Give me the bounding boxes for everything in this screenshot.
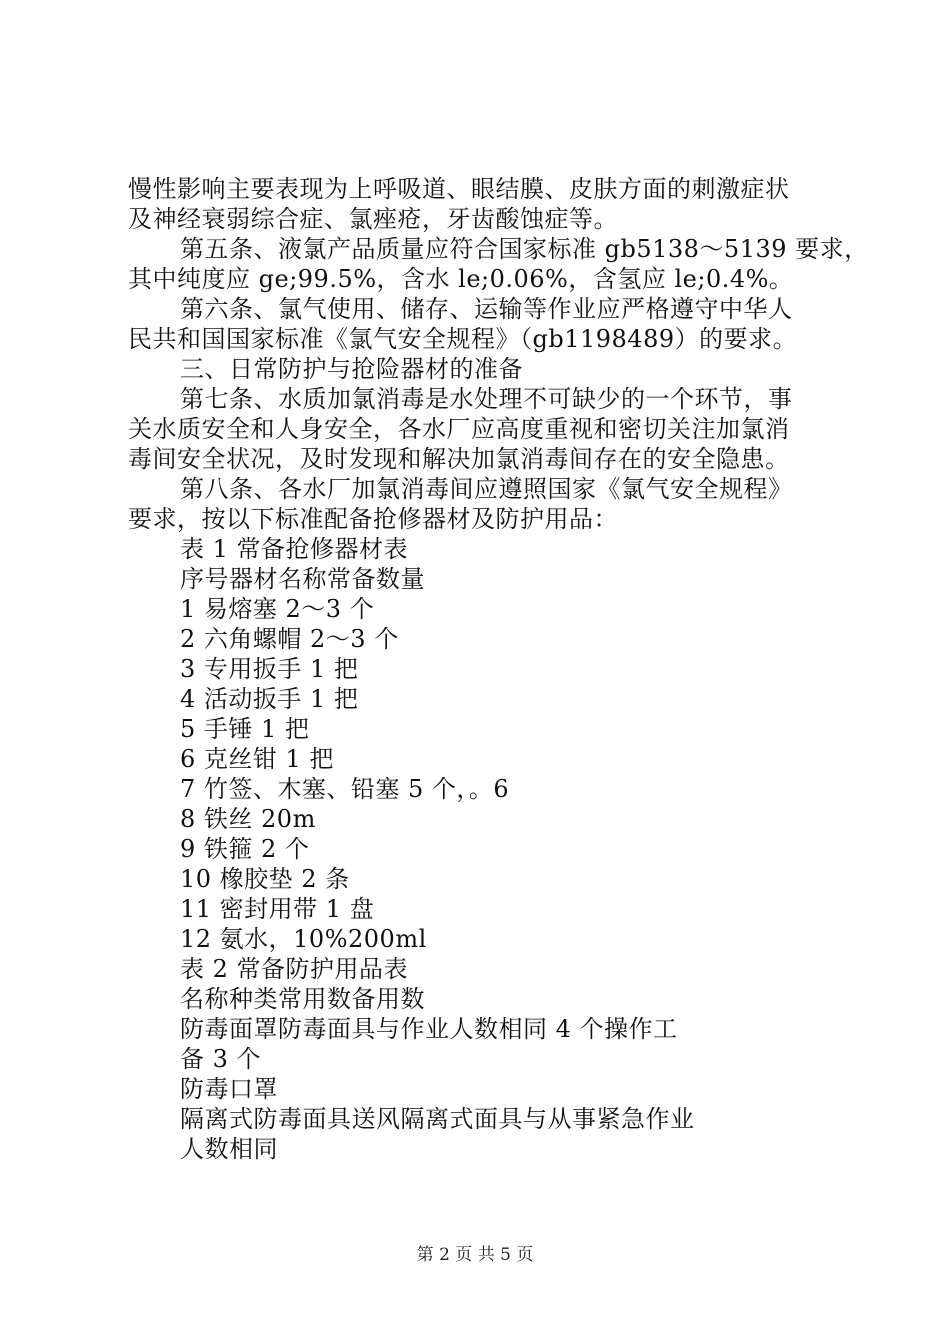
page-footer: 第 2 页 共 5 页 [416,1245,534,1265]
text-line: 及神经衰弱综合症、氯痤疮，牙齿酸蚀症等。 [128,205,618,233]
text-line: 第六条、氯气使用、储存、运输等作业应严格遵守中华人 [180,295,793,323]
text-line: 毒间安全状况，及时发现和解决加氯消毒间存在的安全隐患。 [128,445,790,473]
text-line: 三、日常防护与抢险器材的准备 [180,355,523,383]
text-line: 10 橡胶垫 2 条 [180,865,350,893]
text-line: 隔离式防毒面具送风隔离式面具与从事紧急作业 [180,1105,695,1133]
text-line: 11 密封用带 1 盘 [180,895,375,923]
text-line: 第八条、各水厂加氯消毒间应遵照国家《氯气安全规程》 [180,475,793,503]
text-line: 表 1 常备抢修器材表 [180,535,409,563]
text-line: 慢性影响主要表现为上呼吸道、眼结膜、皮肤方面的刺激症状 [128,175,790,203]
text-line: 8 铁丝 20m [180,805,316,833]
text-line: 3 专用扳手 1 把 [180,655,359,683]
text-line: 防毒面罩防毒面具与作业人数相同 4 个操作工 [180,1015,678,1043]
text-line: 关水质安全和人身安全，各水厂应高度重视和密切关注加氯消 [128,415,790,443]
text-line: 4 活动扳手 1 把 [180,685,359,713]
text-line: 序号器材名称常备数量 [180,565,425,593]
text-line: 6 克丝钳 1 把 [180,745,334,773]
text-line: 要求，按以下标准配备抢修器材及防护用品： [128,505,618,533]
text-line: 防毒口罩 [180,1075,278,1103]
body-text [128,174,869,1164]
text-line: 9 铁箍 2 个 [180,835,310,863]
text-line: 2 六角螺帽 2～3 个 [180,625,399,653]
text-line: 第七条、水质加氯消毒是水处理不可缺少的一个环节，事 [180,385,793,413]
text-line: 12 氨水，10%200ml [180,925,427,953]
text-line: 民共和国国家标准《氯气安全规程》（gb1198489）的要求。 [128,325,798,353]
text-line: 名称种类常用数备用数 [180,985,425,1013]
text-line: 备 3 个 [180,1045,262,1073]
text-line: 1 易熔塞 2～3 个 [180,595,375,623]
text-line: 5 手锤 1 把 [180,715,310,743]
text-line: 其中纯度应 ge;99.5%，含水 le;0.06%，含氢应 le;0.4%。 [128,265,794,293]
text-line: 7 竹签、木塞、铅塞 5 个，。6 [180,775,510,803]
text-line: 第五条、液氯产品质量应符合国家标准 gb5138～5139 要求， [180,235,869,263]
text-line: 人数相同 [180,1135,278,1163]
text-line: 表 2 常备防护用品表 [180,955,409,983]
